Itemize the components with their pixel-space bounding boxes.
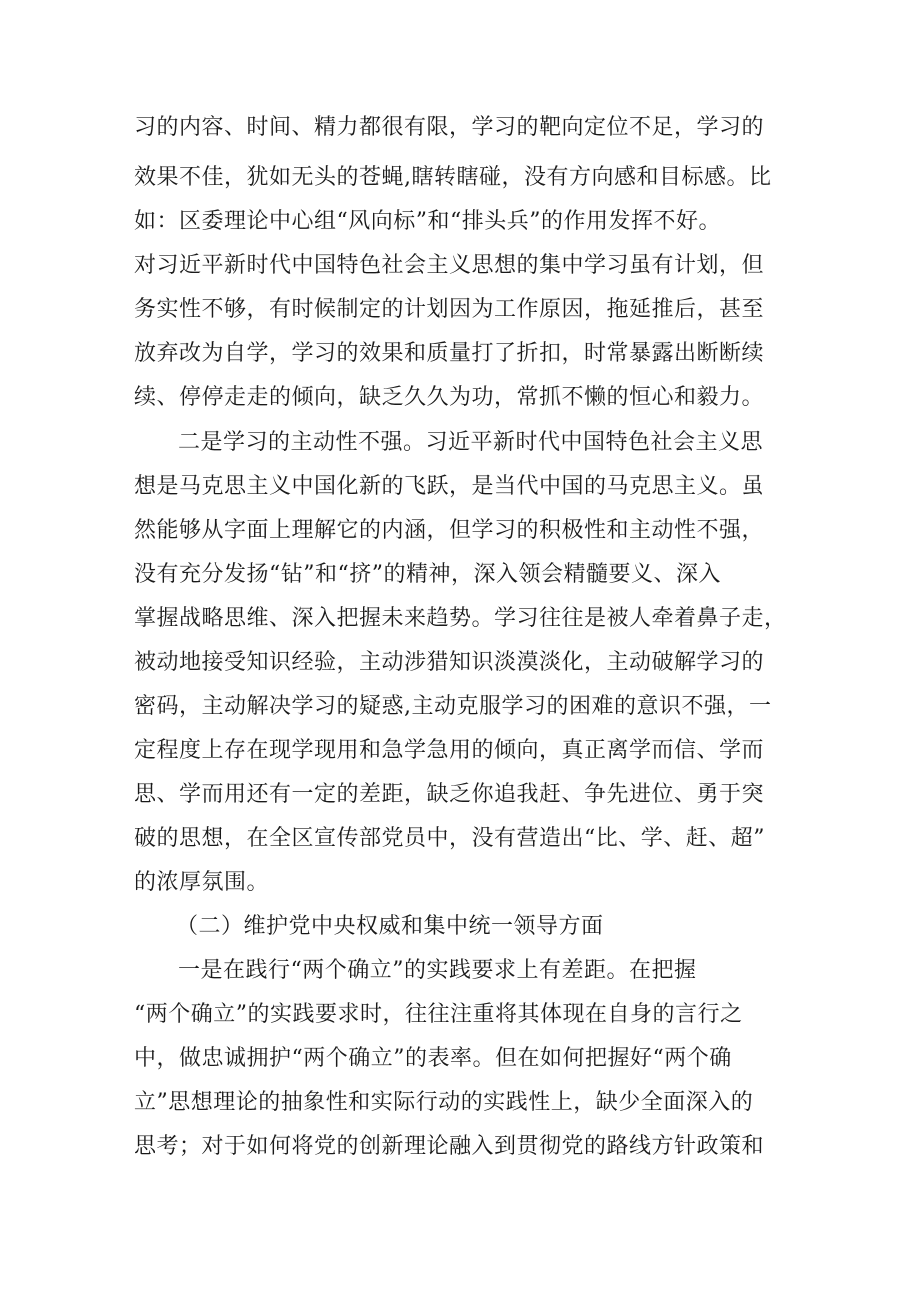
- text-line: 立”思想理论的抽象性和实际行动的实践性上，缺少全面深入的: [134, 1090, 754, 1115]
- text-line: 务实性不够，有时候制定的计划因为工作原因，拖延推后，甚至: [134, 297, 765, 322]
- text-line: 密码，主动解决学习的疑惑,主动克服学习的困难的意识不强，一: [134, 694, 772, 719]
- text-line: 思考；对于如何将党的创新理论融入到贯彻党的路线方针政策和: [134, 1134, 765, 1159]
- text-line: 一是在践行“两个确立”的实践要求上有差距。在把握: [178, 958, 697, 983]
- text-line: 续、停停走走的倾向，缺乏久久为功，常抓不懒的恒心和毅力。: [134, 385, 765, 410]
- text-line: 如：区委理论中心组“风向标”和“排头兵”的作用发挥不好。: [134, 209, 721, 234]
- text-line: 习的内容、时间、精力都很有限，学习的靶向定位不足，学习的: [134, 115, 765, 140]
- text-line: 效果不佳，犹如无头的苍蝇,瞎转瞎碰，没有方向感和目标感。比: [134, 165, 772, 190]
- text-line: “两个确立”的实践要求时，往往注重将其体现在自身的言行之: [134, 1002, 743, 1027]
- section-heading: （二）维护党中央权威和集中统一领导方面: [176, 914, 604, 939]
- text-line: 对习近平新时代中国特色社会主义思想的集中学习虽有计划，但: [134, 253, 765, 278]
- text-line: 的浓厚氛围。: [134, 870, 270, 895]
- text-line: 想是马克思主义中国化新的飞跃，是当代中国的马克思主义。虽: [134, 474, 765, 499]
- text-line: 掌握战略思维、深入把握未来趋势。学习往往是被人牵着鼻子走，: [134, 606, 787, 631]
- text-line: 被动地接受知识经验，主动涉猎知识淡漠淡化，主动破解学习的: [134, 650, 765, 675]
- text-line: 破的思想，在全区宣传部党员中，没有营造出“比、学、赶、超”: [134, 826, 765, 851]
- text-line: 二是学习的主动性不强。习近平新时代中国特色社会主义思: [178, 430, 764, 455]
- text-line: 放弃改为自学，学习的效果和质量打了折扣，时常暴露出断断续: [134, 341, 765, 366]
- text-line: 定程度上存在现学现用和急学急用的倾向，真正离学而信、学而: [134, 738, 765, 763]
- text-line: 没有充分发扬“钻”和“挤”的精神，深入领会精髓要义、深入: [134, 562, 721, 587]
- text-line: 思、学而用还有一定的差距，缺乏你追我赶、争先进位、勇于突: [134, 782, 765, 807]
- text-line: 中，做忠诚拥护“两个确立”的表率。但在如何把握好“两个确: [134, 1046, 732, 1071]
- text-line: 然能够从字面上理解它的内涵，但学习的积极性和主动性不强，: [134, 518, 765, 543]
